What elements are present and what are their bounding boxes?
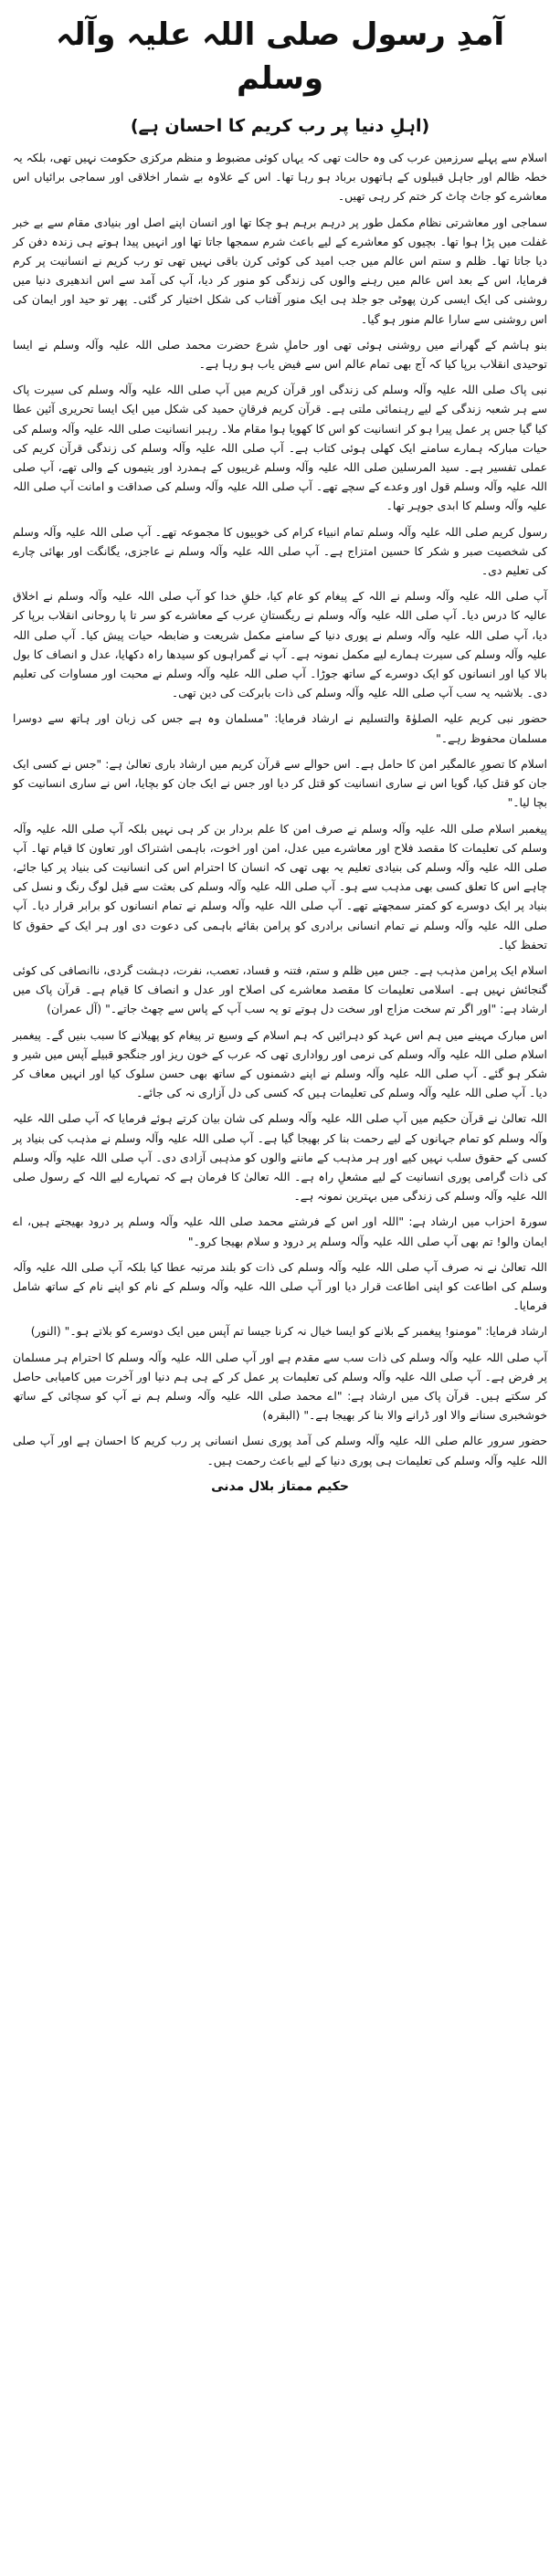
paragraph: اسلام سے پہلے سرزمین عرب کی وہ حالت تھی کہ یہاں کوئی مضبوط و منظم مرکزی حکومت نہیں تھی، بلکہ یہ خطہ ظالم اور جاہل قبیلوں کے ہاتھوں برباد ہو رہا تھا۔ اس کے علاوہ بے شمار اخلاقی اور سماجی برائیاں اس معاشرے کو جاٹ چاٹ کر ختم کر رہی تھیں۔ bbox=[13, 151, 547, 204]
paragraph: اسلام ایک پرامن مذہب ہے۔ جس میں ظلم و ستم، فتنہ و فساد، تعصب، نفرت، دہشت گردی، ناانصافی کی کوئی گنجائش نہیں ہے۔ اسلامی تعلیمات کا مقصد معاشرے کی اصلاح اور عدل و انصاف کا قیام ہے۔ قرآن پاک میں ارشاد ہے: "اور اگر تم سخت مزاج اور سخت دل ہوتے تو یہ سب آپ کے پاس سے چھٹ جاتے۔" (آل عمران) bbox=[13, 962, 547, 1016]
paragraph: بنو ہاشم کے گھرانے میں روشنی ہوئی تھی اور حاملِ شرع حضرت محمد صلی اللہ علیہ وآلہ وسلم نے ایسا توحیدی انقلاب برپا کیا کہ آج بھی تمام عالم اس سے فیض یاب ہو رہا ہے۔ bbox=[13, 337, 547, 372]
paragraph: اللہ تعالیٰ نے نہ صرف آپ صلی اللہ علیہ وآلہ وسلم کی ذات کو بلند مرتبہ عطا کیا بلکہ آپ صلی اللہ علیہ وآلہ وسلم کی اطاعت کو اپنی اطاعت قرار دیا اور آپ صلی اللہ علیہ وآلہ وسلم کے نام کو اپنے نام کے ساتھ شامل فرمایا۔ bbox=[13, 1259, 547, 1313]
paragraph: سماجی اور معاشرتی نظام مکمل طور پر درہم برہم ہو چکا تھا اور انسان اپنے اصل اور بنیادی مقام سے بے خبر غفلت میں پڑا ہوا تھا۔ بچیوں کو معاشرے کے لیے باعث شرم سمجھا جاتا تھا اور انہیں پیدا ہوتے ہی زندہ دفن کر دیا جاتا تھا۔ ظلم و ستم اس عالم میں جب امید کی کوئی کرن باقی نہیں تھی تو رب کریم نے انسانیت پر کرم فرمایا، اس کے بعد اس عالم میں رہنے والوں کی زندگی کو منور کر دیا، آپ کی آمد سے اس اندھیری دنیا میں روشنی کی ایک ایسی کرن پھوٹی جو جلد ہی ایک منور آفتاب کی شکل اختیار کر گئی۔ پھر تو حید اور ایمان کی اس روشنی سے سارا عالم منور ہو گیا۔ bbox=[13, 215, 547, 326]
article-body bbox=[13, 148, 547, 1470]
paragraph: سورۃ احزاب میں ارشاد ہے: "اللہ اور اس کے فرشتے محمد صلی اللہ علیہ وآلہ وسلم پر درود بھیجتے ہیں، اے ایمان والو! تم بھی آپ صلی اللہ علیہ وآلہ وسلم پر درود و سلام بھیجا کرو۔" bbox=[13, 1214, 547, 1248]
paragraph: حضور نبی کریم علیہ الصلوٰۃ والتسلیم نے ارشاد فرمایا: "مسلمان وہ ہے جس کی زبان اور ہاتھ سے دوسرا مسلمان محفوظ رہے۔" bbox=[13, 711, 547, 745]
paragraph: ارشاد فرمایا: "مومنو! پیغمبر کے بلانے کو ایسا خیال نہ کرنا جیسا تم آپس میں ایک دوسرے کو بلاتے ہو۔" (النور) bbox=[30, 1324, 547, 1339]
article-subtitle: (اہلِ دنیا پر رب کریم کا احسان ہے) bbox=[130, 116, 430, 136]
paragraph: آپ صلی اللہ علیہ وآلہ وسلم کی ذات سب سے مقدم ہے اور آپ صلی اللہ علیہ وآلہ وسلم کا احترام ہر مسلمان پر فرض ہے۔ آپ صلی اللہ علیہ وآلہ وسلم کی تعلیمات پر عمل کر کے ہی ہم دنیا اور آخرت میں کامیابی حاصل کر سکتے ہیں۔ قرآن پاک میں ارشاد ہے: "اے محمد صلی اللہ علیہ وآلہ وسلم ہم نے آپ کو سچائی کے ساتھ خوشخبری سنانے والا اور ڈرانے والا بنا کر بھیجا ہے۔" (البقرہ) bbox=[13, 1350, 547, 1423]
paragraph: اس مبارک مہینے میں ہم اس عہد کو دہرائیں کہ ہم اسلام کے وسیع تر پیغام کو پھیلانے کا سبب بنیں گے۔ پیغمبر اسلام صلی اللہ علیہ وآلہ وسلم کی نرمی اور رواداری تھی کہ عرب کے خون ریز اور جنگجو قبیلے آپس میں شیر و شکر ہو گئے۔ آپ صلی اللہ علیہ وآلہ وسلم نے اپنے دشمنوں کے ساتھ بھی حسن سلوک کیا اور انہیں معاف کر دیا۔ آپ صلی اللہ علیہ وآلہ وسلم کی تعلیمات ہیں کہ کسی کی دل آزاری نہ کی جائے۔ bbox=[13, 1027, 547, 1100]
paragraph: حضور سرور عالم صلی اللہ علیہ وآلہ وسلم کی آمد پوری نسل انسانی پر رب کریم کا احسان ہے اور آپ صلی اللہ علیہ وآلہ وسلم کی تعلیمات ہی پوری دنیا کے لیے باعث رحمت ہیں۔ bbox=[13, 1434, 547, 1467]
paragraph: اللہ تعالیٰ نے قرآن حکیم میں آپ صلی اللہ علیہ وآلہ وسلم کی شان بیان کرتے ہوئے فرمایا کہ آپ صلی اللہ علیہ وآلہ وسلم کو تمام جہانوں کے لیے رحمت بنا کر بھیجا گیا ہے۔ آپ صلی اللہ علیہ وآلہ وسلم نے مذہب کی بنیاد پر کسی کے حقوق سلب نہیں کیے اور ہر مذہب کے ماننے والوں کو مذہبی آزادی دی۔ آپ صلی اللہ علیہ وآلہ وسلم کی ذات گرامی پوری انسانیت کے لیے مشعلِ راہ ہے۔ اللہ تعالیٰ کا فرمان ہے کہ تمہارے لیے اللہ کے رسول صلی اللہ علیہ وآلہ وسلم کی زندگی میں بہترین نمونہ ہے۔ bbox=[13, 1111, 547, 1204]
author-name: حکیم ممتاز بلال مدنی bbox=[211, 1478, 349, 1494]
article-title: آمدِ رسول صلی اللہ علیہ وآلہ وسلم bbox=[55, 16, 505, 97]
paragraph: رسول کریم صلی اللہ علیہ وآلہ وسلم تمام انبیاء کرام کی خوبیوں کا مجموعہ تھے۔ آپ صلی اللہ علیہ وآلہ وسلم کی شخصیت صبر و شکر کا حسین امتزاج ہے۔ آپ صلی اللہ علیہ وآلہ وسلم نے عاجزی، یگانگت اور بھائی چارے کی تعلیم دی۔ bbox=[13, 524, 547, 578]
paragraph: نبی پاک صلی اللہ علیہ وآلہ وسلم کی زندگی اور قرآن کریم میں آپ صلی اللہ علیہ وآلہ وسلم کی سیرت پاک سے ہر شعبہ زندگی کے لیے رہنمائی ملتی ہے۔ قرآن کریم فرقانِ حمید کی شکل میں ایک ایسا تحریری آئین عطا کیا گیا جس پر عمل پیرا ہو کر انسانیت کو اس کا کھویا ہوا مقام ملا۔ رہبر انسانیت صلی اللہ علیہ وآلہ وسلم کی حیات مبارکہ ہمارے سامنے ایک کھلی ہوئی کتاب ہے۔ آپ صلی اللہ علیہ وآلہ وسلم کی زندگی قرآن کریم کی عملی تفسیر ہے۔ سید المرسلین صلی اللہ علیہ وآلہ وسلم غریبوں کے ہمدرد اور یتیموں کے والی تھے، آپ صلی اللہ علیہ وآلہ وسلم قول اور وعدے کے سچے تھے۔ آپ صلی اللہ علیہ وآلہ وسلم کی صداقت و امانت آپ صلی اللہ علیہ وآلہ وسلم کا ابدی جوہر تھا۔ bbox=[13, 383, 547, 513]
paragraph: پیغمبر اسلام صلی اللہ علیہ وآلہ وسلم نے صرف امن کا علم بردار بن کر ہی نہیں بلکہ آپ صلی اللہ علیہ وآلہ وسلم کی تعلیمات کا مقصد فلاح اور معاشرے میں عدل، امن اور اخوت، باہمی اشتراک اور تعاون کا قیام تھا۔ آپ صلی اللہ علیہ وآلہ وسلم کی بنیادی تعلیم یہ بھی تھی کہ انسان کا احترام اس کی انسانیت کی بنیاد پر کیا جائے، چاہے اس کا تعلق کسی بھی مذہب سے ہو۔ آپ صلی اللہ علیہ وآلہ وسلم کی بعثت سے قبل لوگ رنگ و نسل کی بنیاد پر ایک دوسرے کو کمتر سمجھتے تھے۔ آپ صلی اللہ علیہ وآلہ وسلم نے تمام انسانوں کو برابر قرار دیا۔ آپ صلی اللہ علیہ وآلہ وسلم نے تمام انسانی برادری کو پرامن بقائے باہمی کی دعوت دی اور ہر ایک کے حقوق کا تحفظ کیا۔ bbox=[13, 821, 547, 952]
paragraph: آپ صلی اللہ علیہ وآلہ وسلم نے اللہ کے پیغام کو عام کیا، خلقِ خدا کو آپ صلی اللہ علیہ وآلہ وسلم نے اخلاق عالیہ کا درس دیا۔ آپ صلی اللہ علیہ وآلہ وسلم نے ریگستانِ عرب کے معاشرے کو سر تا پا روحانی انقلاب برپا کر دیا، آپ صلی اللہ علیہ وآلہ وسلم نے پوری دنیا کے سامنے مکمل شریعت و ضابطہ حیات پیش کیا۔ آپ صلی اللہ علیہ وآلہ وسلم کی سیرت ہمارے لیے مکمل نمونہ ہے۔ آپ نے گمراہوں کو سیدھا راہ دکھایا، عدل و انصاف کا بول بالا کیا اور انسانوں کو ایک دوسرے کے ساتھ جوڑا۔ آپ صلی اللہ علیہ وآلہ وسلم نے محبت اور مساوات کی تعلیم دی۔ بلاشبہ یہ سب آپ صلی اللہ علیہ وآلہ وسلم کی ذات بابرکت کی دین تھی۔ bbox=[13, 589, 547, 700]
paragraph: اسلام کا تصورِ عالمگیر امن کا حامل ہے۔ اس حوالے سے قرآن کریم میں ارشاد باری تعالیٰ ہے: "جس نے کسی ایک جان کو قتل کیا، گویا اس نے ساری انسانیت کو قتل کر دیا اور جس نے ایک جان کو بچایا، اس نے ساری انسانیت کو بچا لیا۔" bbox=[13, 756, 547, 810]
